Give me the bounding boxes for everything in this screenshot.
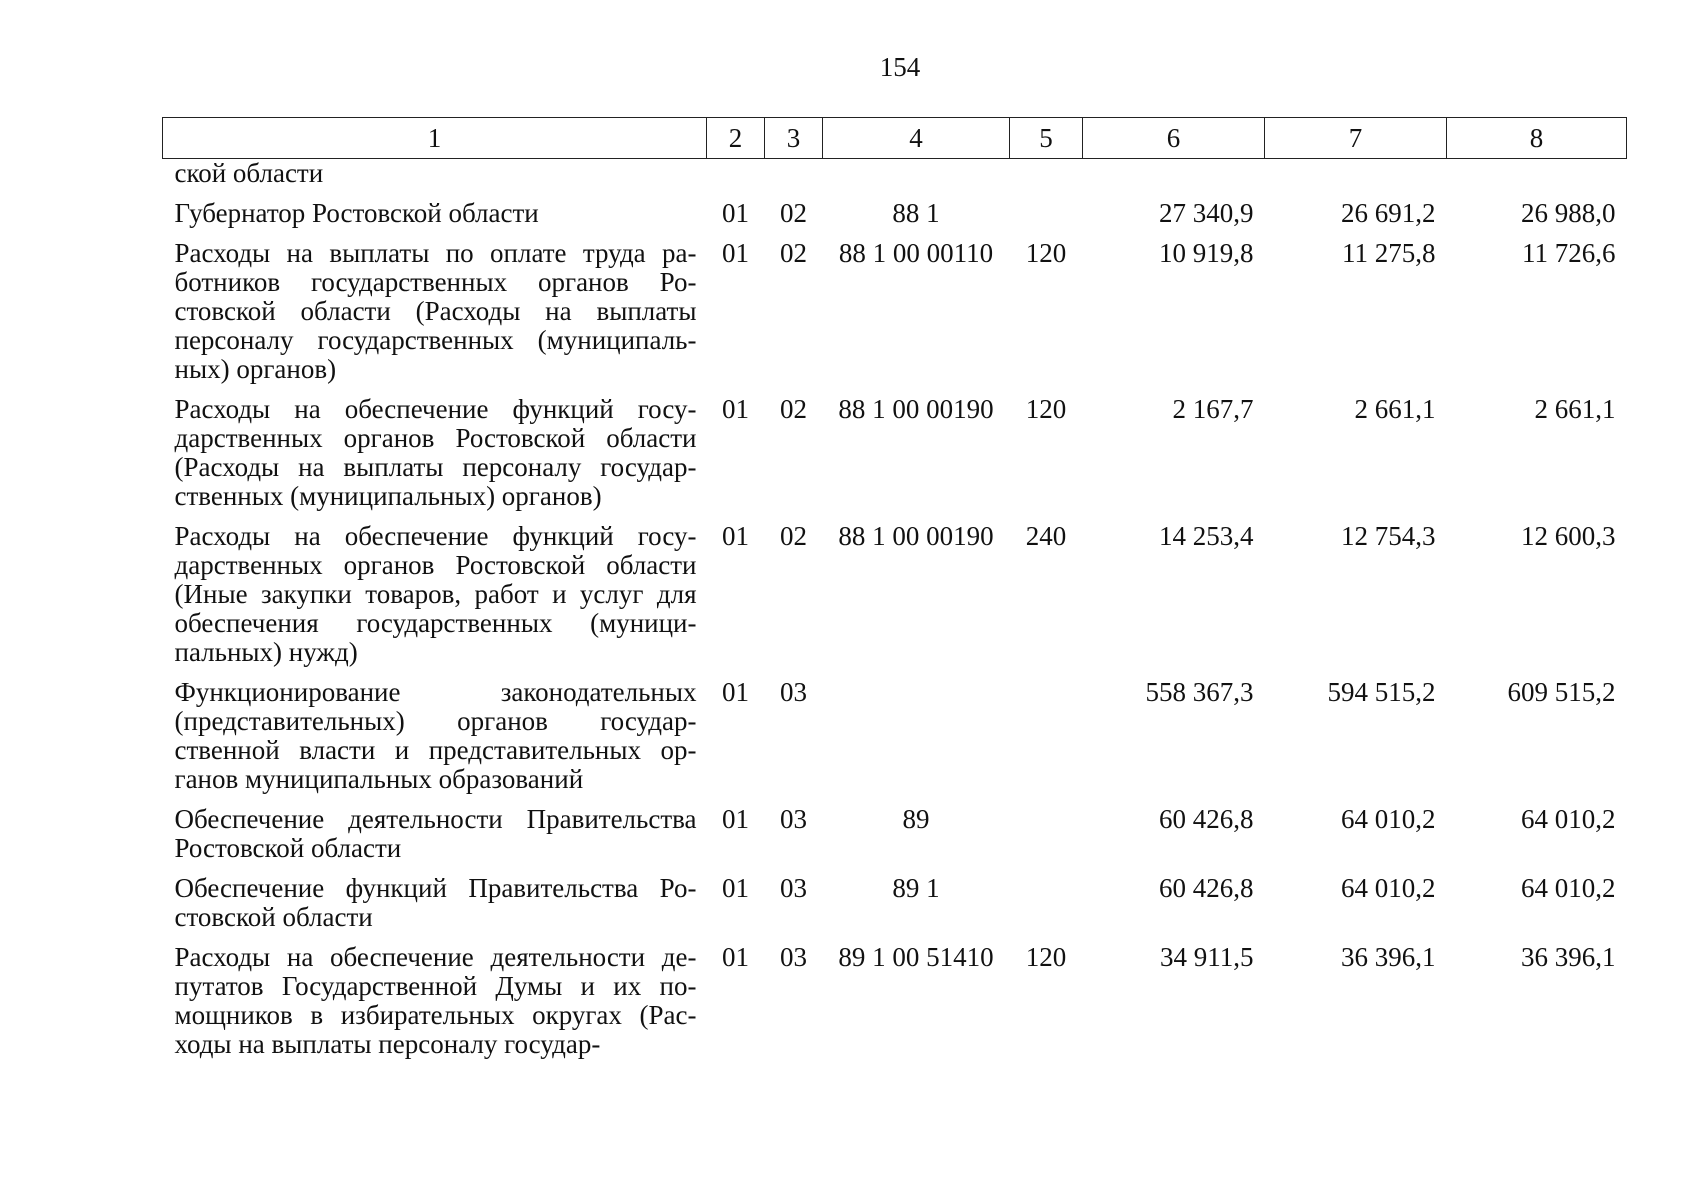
row-amount-col8: 36 396,1 [1521,942,1616,972]
row-target-code: 89 [902,804,930,834]
row-name: ской области [174,158,324,188]
table-row [163,943,1627,1070]
row-section: 01 [722,677,749,707]
row-subsection: 02 [780,198,807,228]
table-row [163,678,1627,805]
row-amount-col6: 10 919,8 [1159,238,1254,268]
row-amount-col7: 64 010,2 [1341,873,1436,903]
row-subsection: 03 [780,804,807,834]
row-section: 01 [722,238,749,268]
row-section: 01 [722,198,749,228]
row-amount-col7: 36 396,1 [1341,942,1436,972]
row-name: Губернатор Ростовской области [174,198,539,228]
column-header-1: 1 [163,118,707,159]
row-amount-col6: 558 367,3 [1145,677,1254,707]
row-amount-col7: 2 661,1 [1354,394,1436,424]
table-row [163,239,1627,395]
table-row [163,159,1627,200]
row-subsection: 03 [780,942,807,972]
row-amount-col6 [1083,159,1265,200]
row-amount-col7: 594 515,2 [1327,677,1436,707]
row-name: Расходы на обеспечение деятельности депутатов Государственной Думы и их помощников в избирательных округах (Расходы на выплаты персоналу государ- [174,942,697,1059]
row-expense-type: 240 [1025,521,1067,551]
row-amount-col6: 34 911,5 [1160,942,1254,972]
row-target-code [823,678,1010,805]
table-row [163,522,1627,678]
table-body [163,159,1627,1071]
budget-table [162,117,1627,1070]
row-subsection: 03 [780,677,807,707]
row-expense-type [1010,805,1083,874]
row-amount-col8: 12 600,3 [1521,521,1616,551]
row-amount-col8 [1447,159,1627,200]
row-expense-type [1010,159,1083,200]
row-amount-col7: 26 691,2 [1341,198,1436,228]
row-amount-col7 [1265,159,1447,200]
table-row [163,874,1627,943]
row-target-code: 88 1 00 00110 [838,238,994,268]
row-amount-col8: 609 515,2 [1507,677,1616,707]
row-target-code: 89 1 00 51410 [838,942,994,972]
row-amount-col6: 60 426,8 [1159,873,1254,903]
row-expense-type [1010,678,1083,805]
row-amount-col7: 64 010,2 [1341,804,1436,834]
row-section: 01 [722,942,749,972]
table-row [163,805,1627,874]
row-expense-type [1010,874,1083,943]
row-amount-col7: 12 754,3 [1341,521,1436,551]
row-amount-col7: 11 275,8 [1342,238,1436,268]
table-row [163,395,1627,522]
row-name: Обеспечение функций Правительства Ростовской области [174,873,697,932]
row-expense-type: 120 [1025,238,1067,268]
row-amount-col6: 2 167,7 [1172,394,1254,424]
column-header-8: 8 [1447,118,1627,159]
row-target-code: 88 1 00 00190 [838,521,994,551]
row-name: Обеспечение деятельности Правительства Ростовской области [174,804,697,863]
row-name: Функционирование законодательных (представительных) органов государственной власти и представительных органов муниципальных образований [174,677,697,794]
header-row [163,118,1627,159]
row-amount-col8: 64 010,2 [1521,804,1616,834]
row-section: 01 [722,873,749,903]
row-amount-col8: 11 726,6 [1522,238,1616,268]
column-header-4: 4 [823,118,1010,159]
row-name: Расходы на обеспечение функций государственных органов Ростовской области (Иные закупки товаров, работ и услуг для обеспечения государственных (муниципальных) нужд) [174,521,697,667]
row-amount-col8: 2 661,1 [1534,394,1616,424]
column-header-5: 5 [1010,118,1083,159]
row-section: 01 [722,394,749,424]
row-expense-type: 120 [1025,394,1067,424]
row-subsection: 03 [780,873,807,903]
row-expense-type [1010,199,1083,239]
row-subsection: 02 [780,521,807,551]
row-amount-col6: 60 426,8 [1159,804,1254,834]
row-amount-col8: 64 010,2 [1521,873,1616,903]
row-section [707,159,765,200]
column-header-3: 3 [765,118,823,159]
row-name: Расходы на выплаты по оплате труда работников государственных органов Ростовской области (Расходы на выплаты персоналу государственных (муниципальных) органов) [174,238,697,384]
column-header-7: 7 [1265,118,1447,159]
row-name: Расходы на обеспечение функций государственных органов Ростовской области (Расходы на выплаты персоналу государственных (муниципальных) органов) [174,394,697,511]
table-row [163,199,1627,239]
row-amount-col8: 26 988,0 [1521,198,1616,228]
row-section: 01 [722,804,749,834]
row-subsection: 02 [780,394,807,424]
row-target-code [823,159,1010,200]
row-amount-col6: 27 340,9 [1159,198,1254,228]
row-section: 01 [722,521,749,551]
page-number: 154 [879,52,921,82]
row-subsection [765,159,823,200]
row-subsection: 02 [780,238,807,268]
row-target-code: 89 1 [892,873,940,903]
row-amount-col6: 14 253,4 [1159,521,1254,551]
row-target-code: 88 1 00 00190 [838,394,994,424]
column-header-6: 6 [1083,118,1265,159]
table-header [163,118,1627,159]
row-expense-type: 120 [1025,942,1067,972]
row-target-code: 88 1 [892,198,940,228]
column-header-2: 2 [707,118,765,159]
